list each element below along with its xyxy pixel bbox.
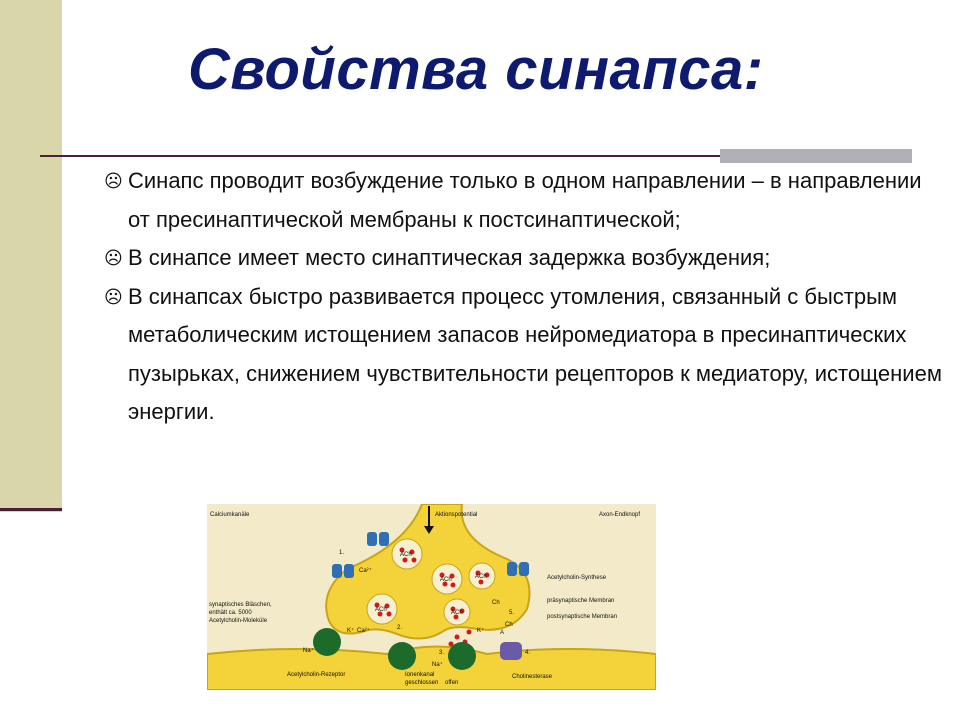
step-number: 1. xyxy=(339,550,345,556)
label-potassium-ion: K⁺ xyxy=(477,628,485,634)
label-choline: Ch xyxy=(492,600,500,606)
left-decor-bar xyxy=(0,0,62,512)
label-channel-open: offen xyxy=(445,680,459,686)
label-vesicle-line1: synaptisches Bläschen, xyxy=(209,602,272,608)
bullet-item xyxy=(104,239,944,278)
frown-face-icon: ☹ xyxy=(104,171,123,191)
label-calcium-ion: Ca²⁺ xyxy=(357,628,370,634)
step-number: 5. xyxy=(509,610,515,616)
slide-title: Свойства синапса: xyxy=(188,37,764,102)
label-channel-closed-line2: geschlossen xyxy=(405,680,439,686)
title-rule-accent xyxy=(720,149,912,163)
label-sodium-ion: Na⁺ xyxy=(432,662,443,668)
label-synthesis: Acetylcholin-Synthese xyxy=(547,575,607,581)
left-decor-bar-edge xyxy=(0,508,62,511)
label-ach: ACh xyxy=(475,574,487,580)
label-receptor: Acetylcholin-Rezeptor xyxy=(287,672,346,678)
label-calcium-ion: Ca²⁺ xyxy=(359,568,372,574)
label-calcium-channels: Calciumkanäle xyxy=(210,512,250,518)
label-vesicle-line2: enthält ca. 5000 xyxy=(209,610,252,616)
bullet-text: В синапсе имеет место синаптическая задержка возбуждения; xyxy=(128,245,771,270)
label-potassium-ion: K⁺ xyxy=(347,628,355,634)
frown-face-icon: ☹ xyxy=(104,248,123,268)
bullet-item xyxy=(104,278,944,432)
label-ach: ACh xyxy=(400,552,412,558)
label-choline: Ch xyxy=(505,622,513,628)
step-number: 3. xyxy=(439,650,445,656)
bullet-text: В синапсах быстро развивается процесс утомления, связанный с быстрым метаболическим истощением запасов нейромедиатора в пресинаптических пузырьках, снижением чувствительности рецепторов к медиатору, истощением энергии. xyxy=(128,283,942,424)
cholinesterase-icon xyxy=(500,642,522,660)
label-postsynaptic-membrane: postsynaptische Membran xyxy=(547,614,618,620)
label-sodium-ion: Na⁺ xyxy=(303,648,314,654)
label-ach: ACh xyxy=(440,577,452,583)
bullet-item xyxy=(104,162,944,239)
label-action-potential: Aktionspotential xyxy=(435,512,478,518)
bullet-text: Синапс проводит возбуждение только в одном направлении – в направлении от пресинаптической мембраны к постсинаптической; xyxy=(128,168,922,232)
step-number: 2. xyxy=(397,625,403,631)
label-ach: ACh xyxy=(451,610,463,616)
label-axon-end: Axon-Endknopf xyxy=(599,512,641,518)
frown-face-icon: ☹ xyxy=(104,286,123,307)
label-acetate: A xyxy=(500,630,505,636)
synapse-diagram xyxy=(207,504,656,690)
label-ach: ACh xyxy=(375,607,387,613)
label-channel-closed-line1: Ionenkanal xyxy=(405,672,435,678)
label-presynaptic-membrane: präsynaptische Membran xyxy=(547,598,615,604)
bullet-list xyxy=(104,162,944,432)
label-vesicle-line3: Acetylcholin-Moleküle xyxy=(209,618,268,624)
step-number: 4. xyxy=(525,650,531,656)
label-cholinesterase: Cholinesterase xyxy=(512,674,553,680)
